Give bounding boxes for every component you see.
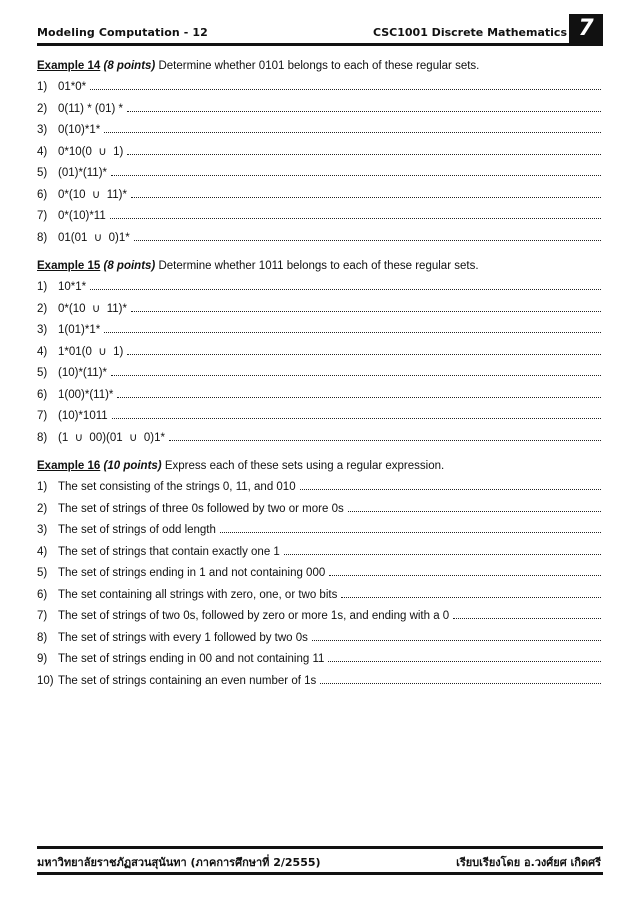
item-number: 5) [37,567,48,579]
example-16-description: Express each of these sets using a regular expression. [161,460,445,472]
example-14-title [37,55,601,77]
answer-line[interactable] [131,185,601,198]
answer-line[interactable] [134,228,601,241]
item-text: The set of strings of three 0s followed by two or more 0s [58,502,344,515]
item-text: The set consisting of the strings 0, 11, and 010 [58,481,296,493]
item-text: The set of strings of two 0s, followed by zero or more 1s, and ending with a 0 [58,610,450,622]
item-number: 10) [37,674,54,687]
example-15-list [37,277,601,449]
item-text: The set containing all strings with zero, one, or two bits [58,588,338,601]
item-number: 1) [37,281,48,293]
item-text: (10)*1011 [58,410,108,422]
ex16-item [37,671,601,693]
page-content [37,55,601,692]
item-number: 2) [37,502,48,515]
example-16-list [37,477,601,692]
ex16-item [37,585,601,607]
header-chapter-title: Modeling Computation - 12 [37,26,208,39]
ex16-item [37,606,601,628]
item-number: 2) [37,302,48,315]
answer-line[interactable] [348,499,601,512]
answer-line[interactable] [127,99,601,112]
ex15-item [37,342,601,364]
example-16-label: Example 16 [37,460,101,472]
item-number: 3) [37,324,48,336]
item-number: 1) [37,81,48,93]
example-16-points: (10 points) [103,460,162,472]
item-text: 0(10)*1* [58,124,101,136]
item-number: 8) [37,231,48,244]
item-text: 0*(10 ∪ 11)* [58,188,127,201]
answer-line[interactable] [90,277,601,290]
ex15-item [37,428,601,450]
page-number: 7 [569,14,603,44]
ex16-item [37,649,601,671]
answer-line[interactable] [111,163,601,176]
answer-line[interactable] [169,428,601,441]
item-text: The set of strings ending in 1 and not containing 000 [58,567,326,579]
item-text: 10*1* [58,281,87,293]
footer-university: มหาวิทยาลัยราชภัฏสวนสุนันทา (ภาคการศึกษาที่ 2/2555) [37,856,321,869]
item-number: 3) [37,524,48,536]
item-number: 5) [37,167,48,179]
answer-line[interactable] [104,320,601,333]
answer-line[interactable] [341,585,601,598]
answer-line[interactable] [220,520,601,533]
answer-line[interactable] [328,649,601,662]
answer-line[interactable] [320,671,601,684]
item-text: The set of strings containing an even number of 1s [58,674,317,687]
ex15-item [37,277,601,299]
item-text: 0*(10)*11 [58,210,106,222]
ex15-item [37,320,601,342]
example-15-label: Example 15 [37,260,101,272]
ex14-item [37,163,601,185]
answer-line[interactable] [284,542,601,555]
footer-rule-top [37,846,603,849]
item-text: The set of strings with every 1 followed by two 0s [58,631,308,644]
item-number: 4) [37,545,48,558]
answer-line[interactable] [111,363,601,376]
ex15-item [37,363,601,385]
item-number: 9) [37,653,48,665]
item-text: 1(00)*(11)* [58,388,114,401]
item-text: 01*0* [58,81,87,93]
answer-line[interactable] [131,299,601,312]
item-number: 8) [37,431,48,444]
item-number: 2) [37,102,48,115]
page-footer [37,853,601,873]
item-number: 7) [37,610,48,622]
answer-line[interactable] [112,406,601,419]
example-16-title [37,455,601,477]
ex16-item [37,542,601,564]
item-text: 0(11) * (01) * [58,102,123,115]
answer-line[interactable] [453,606,601,619]
item-text: 0*10(0 ∪ 1) [58,145,124,158]
item-number: 7) [37,210,48,222]
footer-author: เรียบเรียงโดย อ.วงศ์ยศ เกิดศรี [456,856,601,869]
item-number: 1) [37,481,48,493]
item-number: 4) [37,145,48,158]
answer-line[interactable] [312,628,601,641]
header-course-title: CSC1001 Discrete Mathematics [372,26,567,39]
ex16-item [37,628,601,650]
answer-line[interactable] [117,385,601,398]
ex14-item [37,206,601,228]
item-text: 1*01(0 ∪ 1) [58,345,124,358]
item-number: 4) [37,345,48,358]
item-text: The set of strings of odd length [58,524,216,536]
item-text: 0*(10 ∪ 11)* [58,302,127,315]
example-14-points: (8 points) [103,60,156,72]
example-15-points: (8 points) [103,260,156,272]
page-header [37,16,603,44]
answer-line[interactable] [329,563,601,576]
header-rule [37,43,603,46]
ex15-item [37,406,601,428]
ex14-item [37,228,601,250]
answer-line[interactable] [104,120,601,133]
ex15-item [37,299,601,321]
ex15-item [37,385,601,407]
item-number: 6) [37,188,48,201]
item-text: (10)*(11)* [58,367,107,379]
example-15-description: Determine whether 1011 belongs to each of these regular sets. [155,260,479,272]
ex14-item [37,142,601,164]
item-number: 3) [37,124,48,136]
answer-line[interactable] [110,206,601,219]
ex14-item [37,77,601,99]
answer-line[interactable] [90,77,601,90]
item-text: 01(01 ∪ 0)1* [58,231,130,244]
item-text: The set of strings ending in 00 and not containing 11 [58,653,325,665]
example-15-title [37,255,601,277]
item-number: 6) [37,388,48,401]
footer-rule-bottom [37,872,603,875]
answer-line[interactable] [127,142,601,155]
example-14-label: Example 14 [37,60,101,72]
item-text: (01)*(11)* [58,167,107,179]
ex16-item [37,563,601,585]
ex14-item [37,185,601,207]
item-text: (1 ∪ 00)(01 ∪ 0)1* [58,431,165,444]
ex14-item [37,99,601,121]
item-text: 1(01)*1* [58,324,101,336]
ex14-item [37,120,601,142]
answer-line[interactable] [127,342,601,355]
item-number: 7) [37,410,48,422]
ex16-item [37,477,601,499]
item-text: The set of strings that contain exactly one 1 [58,545,280,558]
item-number: 5) [37,367,48,379]
example-14-description: Determine whether 0101 belongs to each of these regular sets. [155,60,480,72]
ex16-item [37,499,601,521]
item-number: 8) [37,631,48,644]
ex16-item [37,520,601,542]
example-14-list [37,77,601,249]
item-number: 6) [37,588,48,601]
answer-line[interactable] [300,477,601,490]
